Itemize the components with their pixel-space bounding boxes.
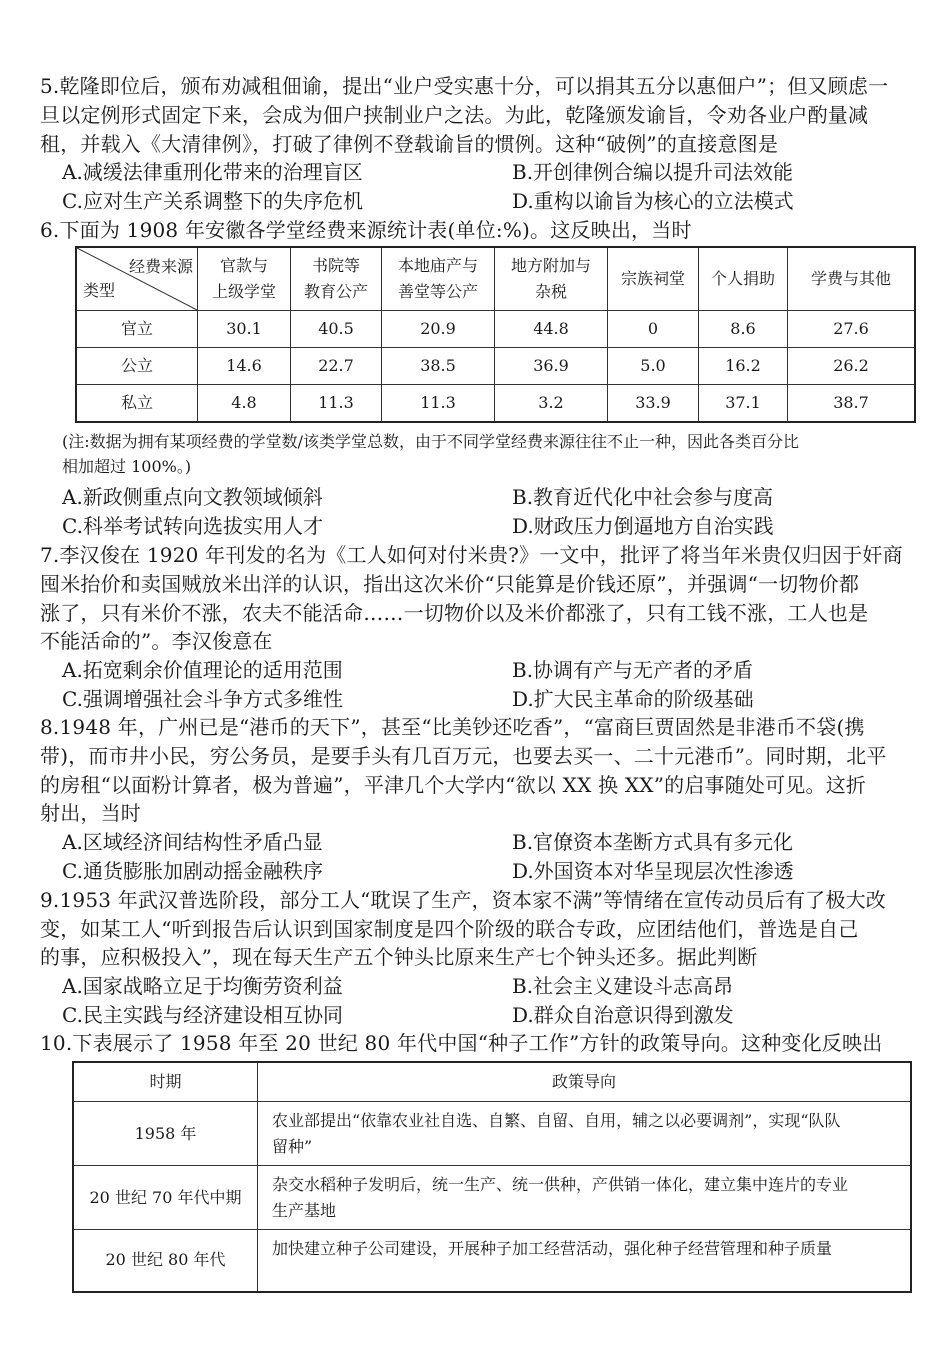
table-cell: 44.8 bbox=[495, 311, 608, 348]
q6-funding-table bbox=[75, 246, 916, 423]
q7-option-d: D.扩大民主革命的阶级基础 bbox=[512, 687, 754, 711]
q6-note-line-2: 相加超过 100%。) bbox=[62, 457, 192, 476]
q5-option-d: D.重构以谕旨为核心的立法模式 bbox=[512, 189, 794, 213]
table-cell: 16.2 bbox=[699, 348, 788, 385]
table-row bbox=[76, 311, 915, 348]
q8-stem-line-4: 射出，当时 bbox=[40, 801, 141, 825]
q10-policy-table bbox=[72, 1061, 912, 1293]
row-period: 1958 年 bbox=[73, 1102, 258, 1166]
q7-option-a: A.拓宽剩余价值理论的适用范围 bbox=[62, 658, 343, 682]
header-text-line: 本地庙产与 bbox=[397, 256, 478, 275]
q9-stem-line-2: 变，如某工人“听到报告后认识到国家制度是四个阶级的联合专政，应团结他们，普选是自己 bbox=[40, 917, 859, 941]
q6-stem: 6.下面为 1908 年安徽各学堂经费来源统计表(单位:%)。这反映出，当时 bbox=[40, 218, 692, 242]
table-cell: 0 bbox=[608, 311, 699, 348]
q8-option-b: B.官僚资本垄断方式具有多元化 bbox=[512, 830, 794, 854]
policy-text-line: 加快建立种子公司建设，开展种子加工经营活动，强化种子经营管理和种子质量 bbox=[272, 1239, 833, 1258]
table-row bbox=[73, 1166, 911, 1230]
q6-header-cell bbox=[291, 247, 382, 311]
q6-table-header-row bbox=[76, 247, 915, 311]
header-text-line: 杂税 bbox=[534, 282, 567, 301]
q6-note-line-1: (注:数据为拥有某项经费的学堂数/该类学堂总数，由于不同学堂经费来源往往不止一种，因此各类百分比 bbox=[62, 432, 800, 451]
q5-option-b: B.开创律例合编以提升司法效能 bbox=[512, 160, 794, 184]
header-text-line: 上级学堂 bbox=[211, 282, 276, 301]
policy-text-line: 生产基地 bbox=[272, 1200, 337, 1220]
q6-corner-bottom-label: 类型 bbox=[83, 281, 116, 300]
q7-stem-line-1: 7.李汉俊在 1920 年刊发的名为《工人如何对付米贵?》一文中，批评了将当年米贵仅归因于奸商 bbox=[40, 543, 903, 567]
q6-header-cell: 个人捐助 bbox=[699, 247, 788, 311]
policy-text-line: 农业部提出“依靠农业社自选、自繁、自留、自用，辅之以必要调剂”，实现“队队 bbox=[272, 1110, 841, 1130]
q6-option-a: A.新政侧重点向文教领域倾斜 bbox=[62, 485, 323, 509]
policy-text-line: 杂交水稻种子发明后，统一生产、统一供种，产供销一体化，建立集中连片的专业 bbox=[272, 1174, 849, 1194]
q7-option-c: C.强调增强社会斗争方式多维性 bbox=[62, 687, 343, 711]
table-cell: 36.9 bbox=[495, 348, 608, 385]
q9-option-a: A.国家战略立足于均衡劳资利益 bbox=[62, 974, 343, 998]
table-row bbox=[73, 1230, 911, 1292]
q8-option-a: A.区域经济间结构性矛盾凸显 bbox=[62, 830, 323, 854]
q9-stem-line-3: 的事，应积极投入”，现在每天生产五个钟头比原来生产七个钟头还多。据此判断 bbox=[40, 945, 758, 969]
q9-stem-line-1: 9.1953 年武汉普选阶段，部分工人“耽误了生产，资本家不满”等情绪在宣传动员后有了极大改 bbox=[40, 888, 886, 912]
table-cell: 11.3 bbox=[291, 385, 382, 423]
row-period: 20 世纪 80 年代 bbox=[73, 1230, 258, 1292]
q6-header-cell bbox=[495, 247, 608, 311]
header-text-line: 地方附加与 bbox=[510, 256, 591, 275]
table-cell: 40.5 bbox=[291, 311, 382, 348]
q5-option-c: C.应对生产关系调整下的失序危机 bbox=[62, 189, 363, 213]
q6-table-corner-cell bbox=[76, 247, 198, 311]
q6-header-cell bbox=[382, 247, 495, 311]
table-cell: 3.2 bbox=[495, 385, 608, 423]
table-cell: 26.2 bbox=[788, 348, 916, 385]
row-policy bbox=[258, 1230, 912, 1292]
q6-option-b: B.教育近代化中社会参与度高 bbox=[512, 485, 774, 509]
table-cell: 11.3 bbox=[382, 385, 495, 423]
q6-corner-top-label: 经费来源 bbox=[128, 257, 193, 276]
table-cell: 30.1 bbox=[198, 311, 291, 348]
table-row bbox=[76, 348, 915, 385]
header-text-line: 书院等 bbox=[311, 256, 360, 275]
q10-table-header-row bbox=[73, 1062, 911, 1102]
table-cell: 8.6 bbox=[699, 311, 788, 348]
table-cell: 27.6 bbox=[788, 311, 916, 348]
q6-option-c: C.科举考试转向选拔实用人才 bbox=[62, 514, 323, 538]
table-cell: 5.0 bbox=[608, 348, 699, 385]
q9-option-b: B.社会主义建设斗志高昂 bbox=[512, 974, 734, 998]
q5-option-a: A.减缓法律重刑化带来的治理盲区 bbox=[62, 160, 363, 184]
q7-stem-line-3: 涨了，只有米价不涨，农夫不能活命……一切物价以及米价都涨了，只有工钱不涨，工人也是 bbox=[40, 601, 869, 625]
table-row bbox=[73, 1102, 911, 1166]
row-period: 20 世纪 70 年代中期 bbox=[73, 1166, 258, 1230]
q7-option-b: B.协调有产与无产者的矛盾 bbox=[512, 658, 754, 682]
table-cell: 37.1 bbox=[699, 385, 788, 423]
q6-header-cell bbox=[198, 247, 291, 311]
q8-stem-line-2: 带)，而市井小民，穷公务员，是要手头有几百万元，也要去买一、二十元港币”。同时期，北平 bbox=[40, 744, 887, 768]
row-type: 官立 bbox=[76, 311, 198, 348]
q9-option-d: D.群众自治意识得到激发 bbox=[512, 1003, 734, 1027]
q7-stem-line-2: 囤米抬价和卖国贼放米出洋的认识，指出这次米价“只能算是价钱还原”，并强调“一切物价都 bbox=[40, 572, 860, 596]
header-policy: 政策导向 bbox=[258, 1062, 912, 1102]
q8-option-c: C.通货膨胀加剧动摇金融秩序 bbox=[62, 859, 323, 883]
row-policy bbox=[258, 1166, 912, 1230]
table-cell: 4.8 bbox=[198, 385, 291, 423]
q10-stem: 10.下表展示了 1958 年至 20 世纪 80 年代中国“种子工作”方针的政策导向。这种变化反映出 bbox=[40, 1031, 883, 1055]
table-cell: 38.7 bbox=[788, 385, 916, 423]
header-period: 时期 bbox=[73, 1062, 258, 1102]
row-type: 公立 bbox=[76, 348, 198, 385]
q6-header-cell: 学费与其他 bbox=[788, 247, 916, 311]
q8-stem-line-1: 8.1948 年，广州已是“港币的天下”，甚至“比美钞还吃香”，“富商巨贾固然是非港币不袋(携 bbox=[40, 715, 865, 739]
q9-option-c: C.民主实践与经济建设相互协同 bbox=[62, 1003, 343, 1027]
table-cell: 22.7 bbox=[291, 348, 382, 385]
q5-stem-line-3: 租，并载入《大清律例》，打破了律例不登载谕旨的惯例。这种“破例”的直接意图是 bbox=[40, 132, 779, 156]
row-policy bbox=[258, 1102, 912, 1166]
q5-stem-line-2: 旦以定例形式固定下来，会成为佃户挟制业户之法。为此，乾隆颁发谕旨，令劝各业户酌量减 bbox=[40, 103, 869, 127]
header-text-line: 教育公产 bbox=[303, 282, 368, 301]
table-cell: 33.9 bbox=[608, 385, 699, 423]
table-cell: 20.9 bbox=[382, 311, 495, 348]
q8-stem-line-3: 的房租“以面粉计算者，极为普遍”，平津几个大学内“欲以 XX 换 XX”的启事随处可见。这折 bbox=[40, 773, 867, 797]
row-type: 私立 bbox=[76, 385, 198, 423]
table-cell: 14.6 bbox=[198, 348, 291, 385]
q6-option-d: D.财政压力倒逼地方自治实践 bbox=[512, 514, 774, 538]
header-text-line: 善堂等公产 bbox=[397, 282, 478, 301]
table-cell: 38.5 bbox=[382, 348, 495, 385]
q6-header-cell: 宗族祠堂 bbox=[608, 247, 699, 311]
q8-option-d: D.外国资本对华呈现层次性渗透 bbox=[512, 859, 794, 883]
policy-text-line: 留种” bbox=[272, 1136, 313, 1156]
q5-stem-line-1: 5.乾隆即位后，颁布劝减租佃谕，提出“业户受实惠十分，可以捐其五分以惠佃户”；但又顾虑一 bbox=[40, 74, 889, 98]
header-text-line: 官款与 bbox=[219, 256, 268, 275]
table-row bbox=[76, 385, 915, 423]
q7-stem-line-4: 不能活命的”。李汉俊意在 bbox=[40, 629, 273, 653]
